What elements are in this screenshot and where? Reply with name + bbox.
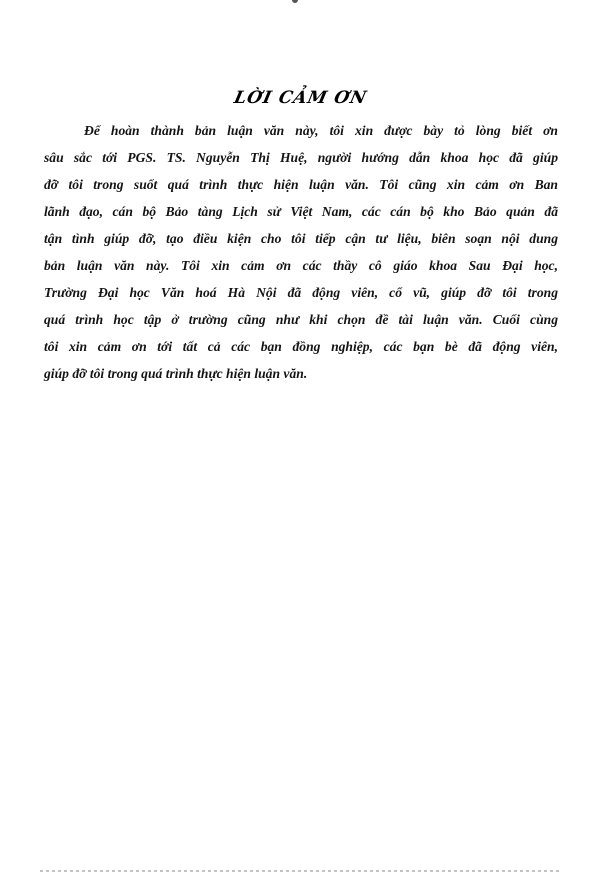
paragraph-line: bản luận văn này. Tôi xin cảm ơn các thầy cô giáo khoa Sau Đại học, (44, 258, 558, 273)
paragraph-line: quá trình học tập ở trường cũng như khi chọn đề tài luận văn. Cuối cùng (44, 312, 558, 327)
paragraph-line: đỡ tôi trong suốt quá trình thực hiện luận văn. Tôi cũng xin cảm ơn Ban (44, 177, 558, 192)
page-top-mark (292, 0, 298, 3)
paragraph-line: Trường Đại học Văn hoá Hà Nội đã động viên, cổ vũ, giúp đỡ tôi trong (44, 285, 558, 300)
paragraph-line: sâu sắc tới PGS. TS. Nguyễn Thị Huệ, người hướng dẫn khoa học đã giúp (44, 150, 558, 165)
paragraph-line: giúp đỡ tôi trong quá trình thực hiện luận văn. (44, 366, 308, 381)
paragraph-line: tôi xin cảm ơn tới tất cả các bạn đồng nghiệp, các bạn bè đã động viên, (44, 339, 558, 354)
paragraph-line: Để hoàn thành bản luận văn này, tôi xin được bày tỏ lòng biết ơn (84, 123, 558, 138)
document-title: LỜI CẢM ƠN (232, 88, 369, 108)
acknowledgement-paragraph (44, 117, 558, 387)
paragraph-line: lãnh đạo, cán bộ Bảo tàng Lịch sử Việt Nam, các cán bộ kho Bảo quản đã (44, 204, 558, 219)
paragraph-line: tận tình giúp đỡ, tạo điều kiện cho tôi tiếp cận tư liệu, biên soạn nội dung (44, 231, 558, 246)
